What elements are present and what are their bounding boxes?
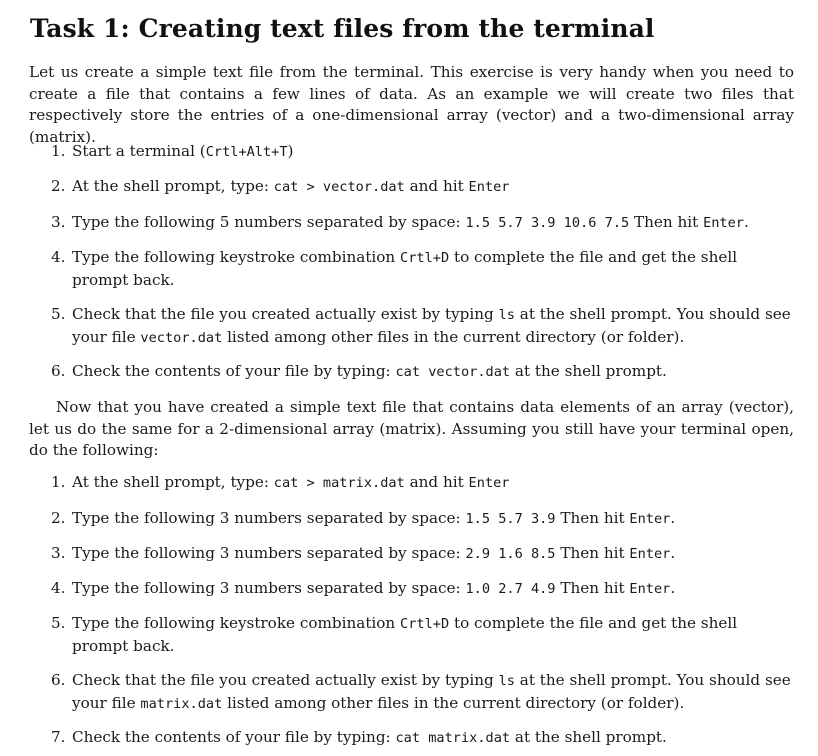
item-text [72, 508, 794, 531]
text-run: at the shell prompt. You should see your file [72, 671, 791, 712]
intro-paragraph: Let us create a simple text file from the terminal. This exercise is very handy when you need to create a file that contains a few lines of data. As an example we will create two files that respectively store the entries of a one-dimensional array (vector) and a two-dimensional array (matrix). [29, 63, 794, 146]
text-run: listed among other files in the current directory (or folder). [222, 693, 685, 712]
text-run: Type the following keystroke combination [72, 614, 401, 632]
item-text [72, 543, 794, 566]
inline-code: 1.0 2.7 4.9 [465, 581, 556, 597]
inline-code: vector.dat [140, 329, 223, 346]
text-run: Then hit [629, 213, 704, 231]
list-item [51, 727, 794, 750]
text-run: Then hit [555, 509, 630, 527]
item-text [72, 578, 794, 601]
list-item [51, 212, 794, 235]
item-number: 7. [51, 728, 66, 746]
text-run: At the shell prompt, type: [72, 473, 274, 491]
text-run: to complete the file and get the shell prompt back. [72, 614, 738, 655]
text-run: . [670, 579, 676, 597]
item-number: 5. [51, 305, 66, 323]
item-number: 1. [51, 473, 66, 491]
text-run: Check that the file you created actually exist by typing [72, 305, 499, 323]
text-run: and hit [404, 177, 469, 195]
text-run: . [670, 509, 676, 527]
inline-code: cat > vector.dat [273, 179, 405, 195]
inline-code: Crtl+D [400, 250, 450, 266]
item-number: 2. [51, 509, 66, 527]
inline-code: Enter [468, 179, 510, 195]
item-number: 2. [51, 177, 66, 195]
text-run: Then hit [555, 544, 630, 562]
task-title: Task 1: Creating text files from the terminal [30, 14, 655, 43]
item-number: 6. [51, 671, 66, 689]
item-number: 3. [51, 544, 66, 562]
matrix-intro-paragraph: Now that you have created a simple text file that contains data elements of an array (vector), let us do the same for a 2-dimensional array (matrix). Assuming you still have your terminal open, do the following: [29, 398, 794, 459]
list-item [51, 361, 794, 384]
list-item [51, 141, 794, 164]
text-run: Type the following 3 numbers separated by space: [72, 509, 466, 527]
text-run: Check the contents of your file by typing: [72, 728, 396, 746]
inline-code: cat > matrix.dat [273, 475, 405, 491]
inline-code: 1.5 5.7 3.9 [465, 511, 556, 527]
text-run: Type the following 3 numbers separated by space: [72, 579, 466, 597]
inline-code: ls [498, 673, 515, 689]
text-run: Type the following keystroke combination [72, 248, 401, 266]
item-text [72, 176, 794, 199]
inline-code: cat matrix.dat [395, 730, 511, 746]
text-run: At the shell prompt, type: [72, 177, 274, 195]
text-run: at the shell prompt. [510, 362, 667, 380]
text-run: Type the following 5 numbers separated by space: [72, 213, 466, 231]
list-item [51, 472, 794, 495]
list-item [51, 670, 794, 715]
item-number: 6. [51, 362, 66, 380]
item-number: 4. [51, 579, 66, 597]
text-run: . [670, 544, 676, 562]
text-run: . [743, 213, 749, 231]
item-text [72, 212, 794, 235]
list-item [51, 508, 794, 531]
inline-code: Enter [468, 475, 510, 491]
item-text [72, 247, 794, 291]
item-number: 3. [51, 213, 66, 231]
text-run: at the shell prompt. [510, 728, 667, 746]
list-item [51, 613, 794, 657]
text-run: ) [287, 142, 294, 160]
item-number: 5. [51, 614, 66, 632]
text-run: Start a terminal ( [72, 142, 206, 160]
item-text [72, 727, 794, 750]
list-item [51, 304, 794, 349]
text-run: at the shell prompt. You should see your file [72, 305, 791, 346]
text-run: Type the following 3 numbers separated by space: [72, 544, 466, 562]
list-item [51, 578, 794, 601]
list-item [51, 176, 794, 199]
text-run: Then hit [555, 579, 630, 597]
item-text [72, 141, 794, 164]
item-text [72, 613, 794, 657]
inline-code: Crtl+D [400, 616, 450, 632]
text-run: to complete the file and get the shell prompt back. [72, 248, 738, 289]
item-text [72, 361, 794, 384]
inline-code: Enter [629, 511, 671, 527]
text-run: Check that the file you created actually exist by typing [72, 671, 499, 689]
item-text [72, 670, 794, 715]
item-number: 4. [51, 248, 66, 266]
inline-code: Enter [703, 215, 744, 231]
text-run: listed among other files in the current directory (or folder). [222, 327, 685, 346]
inline-code: Enter [629, 581, 671, 597]
text-run: and hit [404, 473, 469, 491]
item-text [72, 304, 794, 349]
inline-code: ls [498, 307, 515, 323]
text-run: Check the contents of your file by typing: [72, 362, 396, 380]
inline-code: matrix.dat [140, 695, 223, 712]
inline-code: cat vector.dat [395, 364, 511, 380]
inline-code: Crtl+Alt+T [205, 144, 288, 160]
inline-code: 1.5 5.7 3.9 10.6 7.5 [465, 215, 630, 231]
item-text [72, 472, 794, 495]
inline-code: Enter [629, 546, 671, 562]
list-item [51, 247, 794, 291]
list-item [51, 543, 794, 566]
item-number: 1. [51, 142, 66, 160]
inline-code: 2.9 1.6 8.5 [465, 546, 556, 562]
